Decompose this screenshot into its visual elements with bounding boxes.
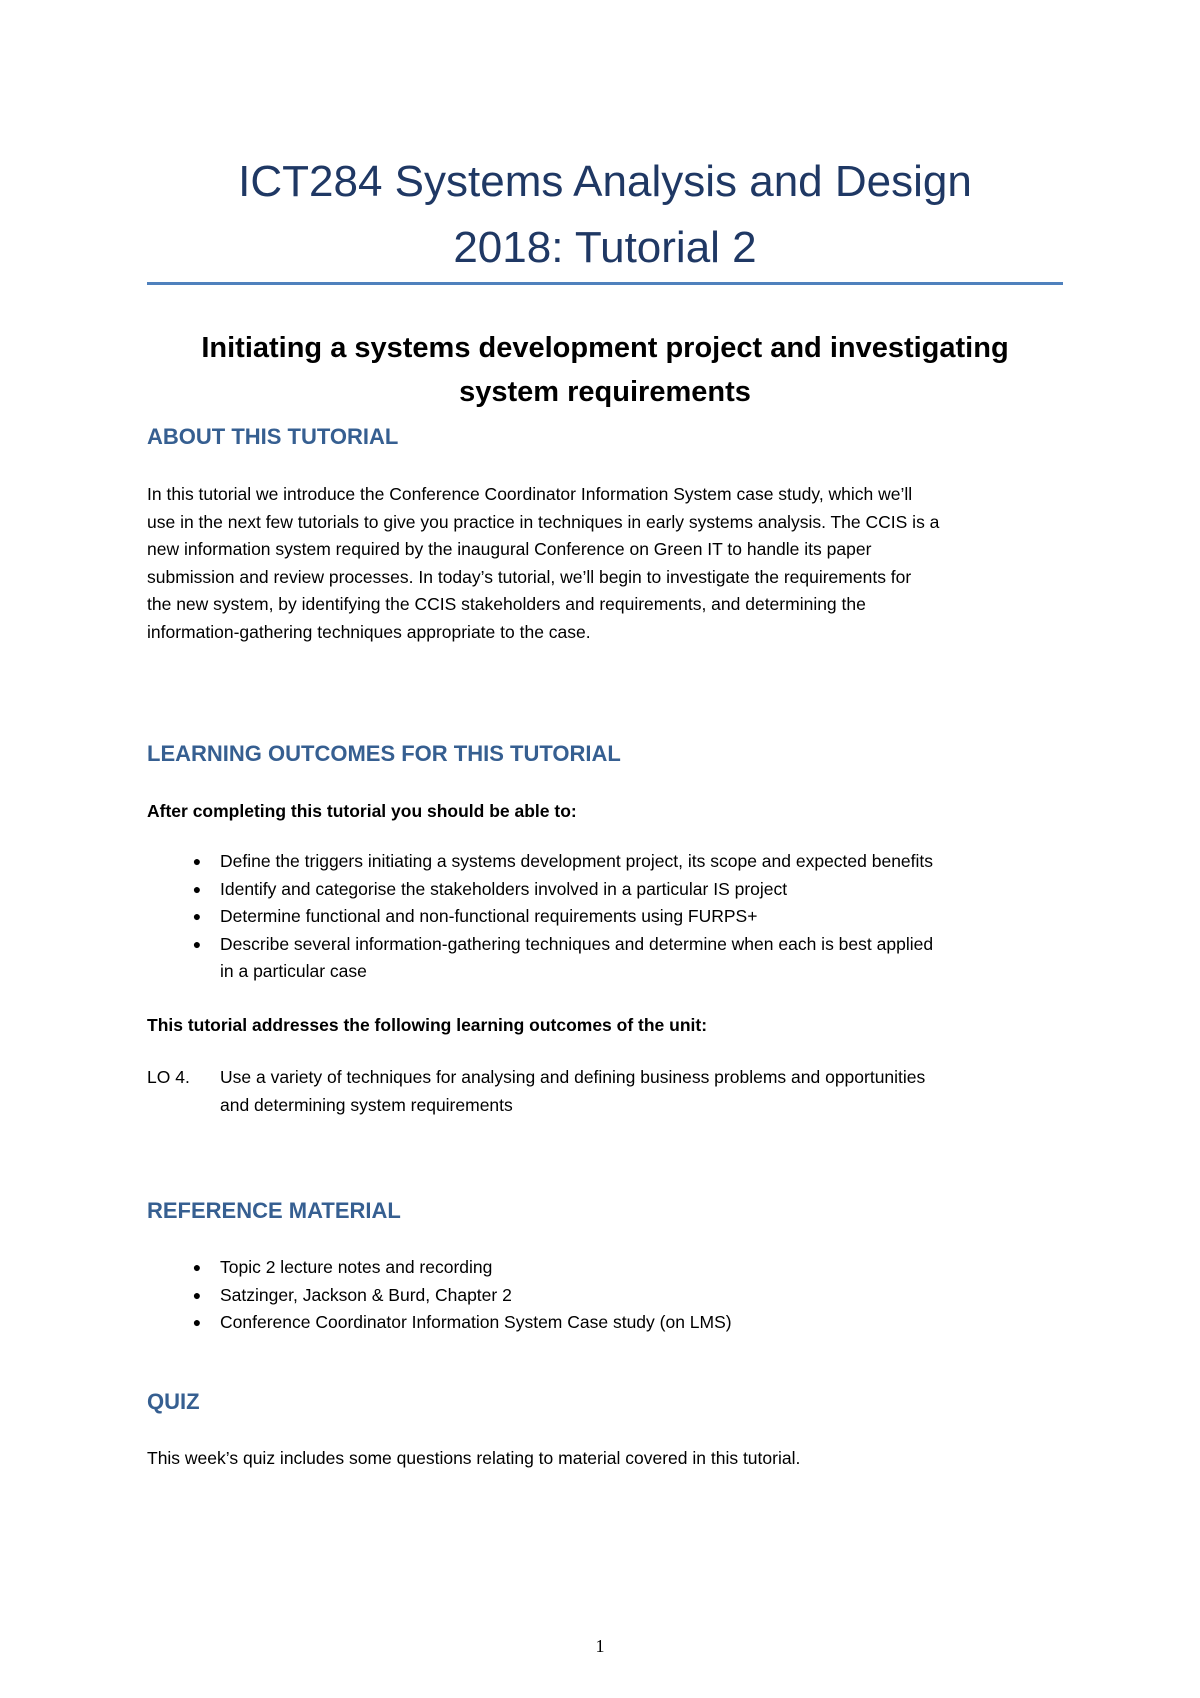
list-item <box>147 931 1063 986</box>
about-line: use in the next few tutorials to give you practice in techniques in early systems analysis. The CCIS is a <box>147 511 940 532</box>
bullet-icon: ● <box>192 935 202 952</box>
list-item <box>147 1309 1063 1337</box>
heading-learning-outcomes: LEARNING OUTCOMES FOR THIS TUTORIAL <box>147 741 621 766</box>
subtitle-line-1: Initiating a systems development project and investigating <box>201 332 1009 364</box>
about-paragraph <box>147 481 1063 646</box>
bullet-text: in a particular case <box>220 961 367 981</box>
quiz-text: This week’s quiz includes some questions relating to material covered in this tutorial. <box>147 1448 801 1468</box>
list-item <box>147 903 1063 931</box>
bullet-text: Conference Coordinator Information System Case study (on LMS) <box>220 1312 732 1332</box>
heading-quiz: QUIZ <box>147 1389 200 1414</box>
bullet-icon: ● <box>192 1259 202 1275</box>
outcomes-bullet-list <box>147 848 1063 986</box>
reference-bullet-list <box>147 1254 1063 1337</box>
about-line: In this tutorial we introduce the Conference Coordinator Information System case study, which we’ll <box>147 484 913 504</box>
lo-text-line: Use a variety of techniques for analysing and defining business problems and opportunities <box>220 1067 926 1087</box>
bullet-text: Define the triggers initiating a systems development project, its scope and expected benefits <box>220 851 934 871</box>
lo-label: LO 4. <box>147 1067 190 1087</box>
document-title-line-2: 2018: Tutorial 2 <box>453 223 757 272</box>
bullet-icon: ● <box>192 1286 202 1303</box>
about-line: the new system, by identifying the CCIS stakeholders and requirements, and determining the <box>147 594 866 614</box>
about-line: new information system required by the inaugural Conference on Green IT to handle its paper <box>147 539 872 559</box>
unit-outcomes-intro: This tutorial addresses the following learning outcomes of the unit: <box>147 1015 708 1035</box>
outcomes-intro: After completing this tutorial you should be able to: <box>147 801 577 821</box>
page-number: 1 <box>595 1636 605 1656</box>
about-line: information-gathering techniques appropriate to the case. <box>147 621 591 642</box>
list-item <box>147 848 1063 876</box>
bullet-icon: ● <box>192 908 202 924</box>
learning-outcome-lo4 <box>147 1064 1063 1119</box>
subtitle-line-2: system requirements <box>459 376 751 408</box>
bullet-icon: ● <box>192 880 202 897</box>
bullet-icon: ● <box>192 853 202 869</box>
list-item <box>147 1282 1063 1310</box>
document-title-line-1: ICT284 Systems Analysis and Design <box>238 157 972 206</box>
bullet-text: Satzinger, Jackson & Burd, Chapter 2 <box>220 1284 512 1305</box>
bullet-text: Identify and categorise the stakeholders involved in a particular IS project <box>220 878 788 899</box>
quiz-paragraph <box>147 1445 1063 1473</box>
bullet-text: Determine functional and non-functional requirements using FURPS+ <box>220 906 758 926</box>
heading-about: ABOUT THIS TUTORIAL <box>147 424 399 449</box>
bullet-text: Describe several information-gathering techniques and determine when each is best applied <box>220 933 934 954</box>
heading-reference-material: REFERENCE MATERIAL <box>147 1198 401 1223</box>
lo-text-line: and determining system requirements <box>220 1094 513 1115</box>
title-underline-rule <box>147 282 1063 285</box>
bullet-icon: ● <box>192 1314 202 1330</box>
about-line: submission and review processes. In today’s tutorial, we’ll begin to investigate the requirements for <box>147 566 912 587</box>
list-item <box>147 876 1063 904</box>
bullet-text: Topic 2 lecture notes and recording <box>220 1257 493 1277</box>
document-subtitle <box>147 326 1063 414</box>
list-item <box>147 1254 1063 1282</box>
